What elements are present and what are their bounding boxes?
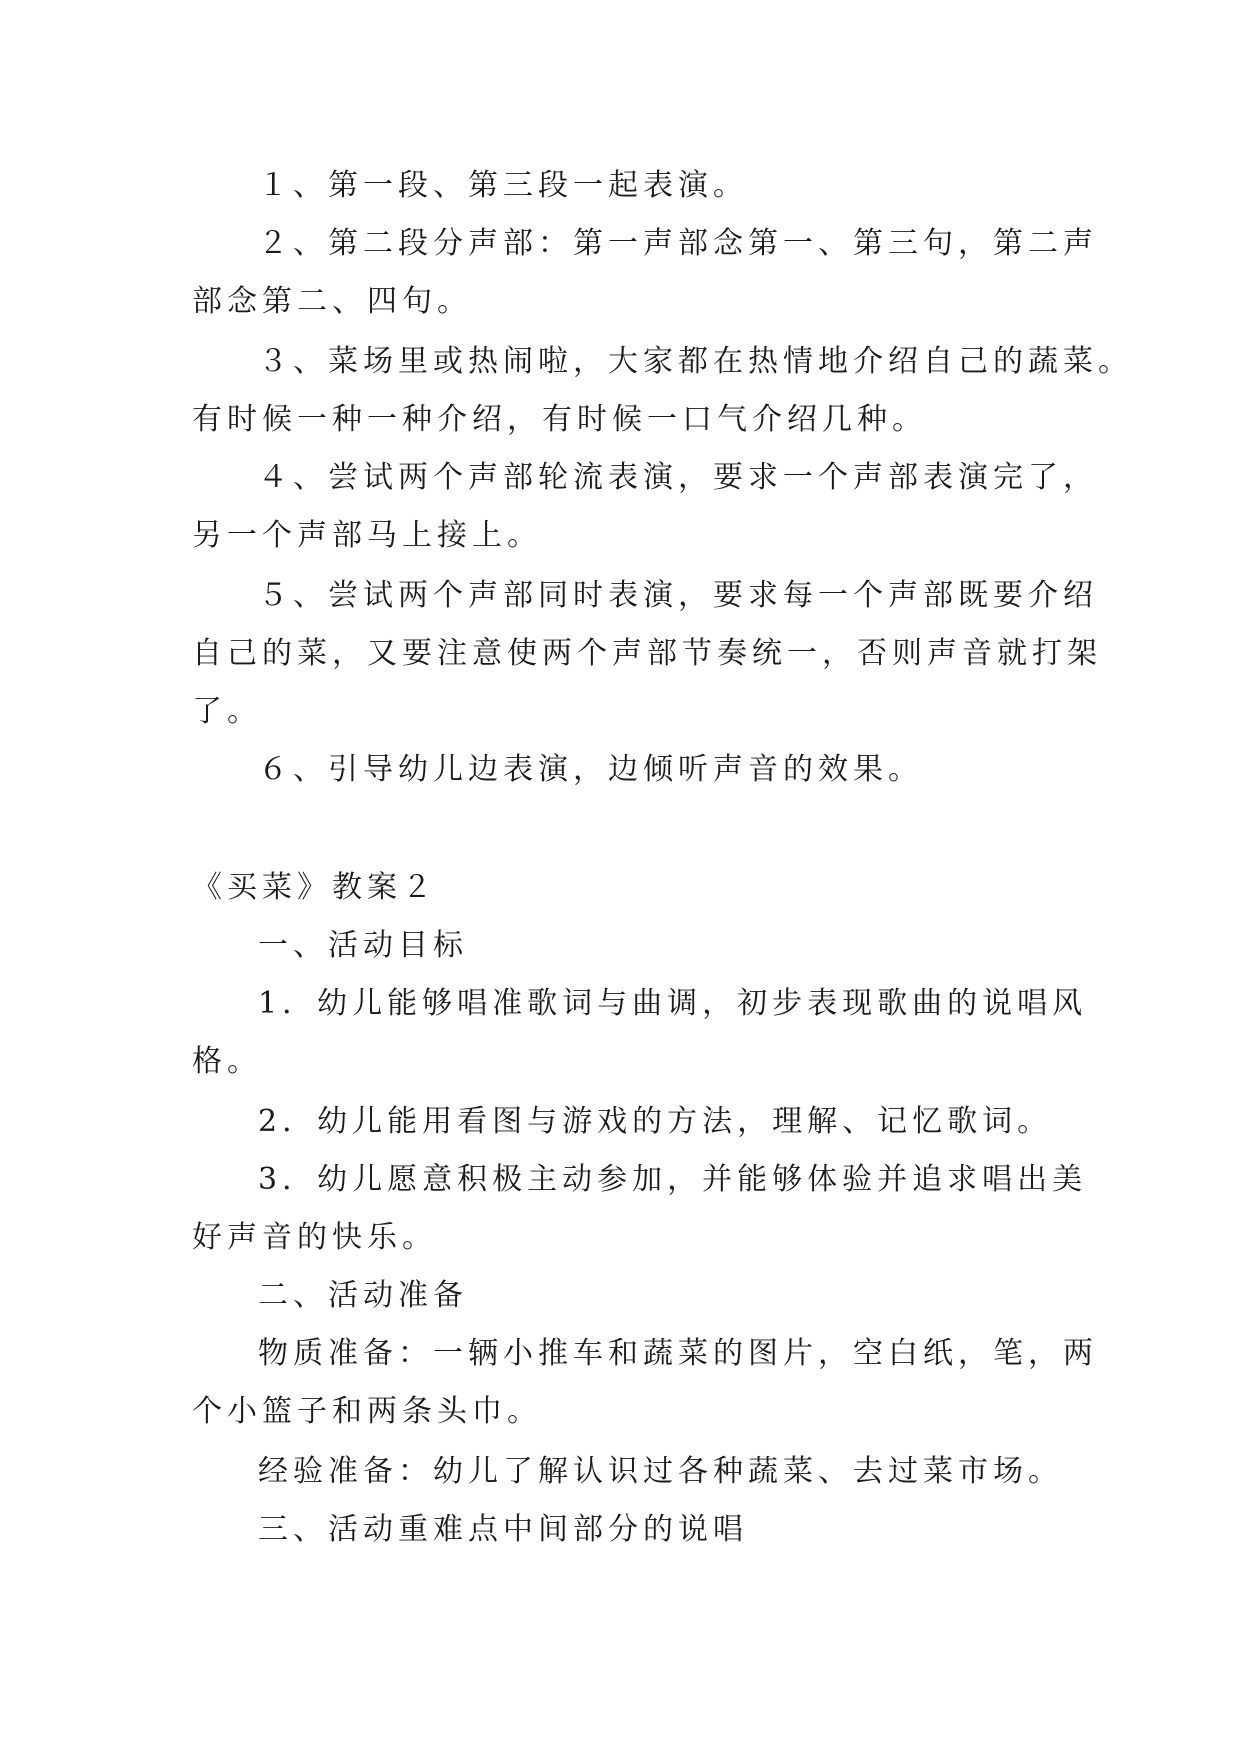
section-heading-key-points: 三、活动重难点中间部分的说唱 (258, 1512, 748, 1547)
section-heading-preparation: 二、活动准备 (258, 1278, 468, 1313)
goal-3-line-1: 3．幼儿愿意积极主动参加，并能够体验并追求唱出美 (258, 1162, 1088, 1197)
step-1: １、第一段、第三段一起表演。 (258, 168, 748, 203)
goal-1-line-1: 1．幼儿能够唱准歌词与曲调，初步表现歌曲的说唱风 (258, 986, 1088, 1021)
section-heading-goals: 一、活动目标 (258, 928, 468, 963)
lesson-title: 《买菜》教案２ (192, 870, 437, 905)
step-3-line-2: 有时候一种一种介绍，有时候一口气介绍几种。 (192, 402, 927, 437)
step-2-line-1: ２、第二段分声部：第一声部念第一、第三句，第二声 (258, 226, 1098, 261)
goal-2: 2．幼儿能用看图与游戏的方法，理解、记忆歌词。 (258, 1104, 1053, 1139)
step-2-line-2: 部念第二、四句。 (192, 284, 472, 319)
experience-prep: 经验准备：幼儿了解认识过各种蔬菜、去过菜市场。 (258, 1454, 1063, 1489)
material-prep-line-2: 个小篮子和两条头巾。 (192, 1394, 542, 1429)
material-prep-line-1: 物质准备：一辆小推车和蔬菜的图片，空白纸，笔，两 (258, 1336, 1098, 1371)
goal-1-line-2: 格。 (192, 1044, 262, 1079)
step-4-line-1: ４、尝试两个声部轮流表演，要求一个声部表演完了， (258, 460, 1098, 495)
step-6: ６、引导幼儿边表演，边倾听声音的效果。 (258, 752, 923, 787)
step-5-line-1: ５、尝试两个声部同时表演，要求每一个声部既要介绍 (258, 578, 1098, 613)
step-5-line-2: 自己的菜，又要注意使两个声部节奏统一，否则声音就打架 (192, 636, 1102, 671)
goal-3-line-2: 好声音的快乐。 (192, 1220, 437, 1255)
step-3-line-1: ３、菜场里或热闹啦，大家都在热情地介绍自己的蔬菜。 (258, 344, 1133, 379)
step-4-line-2: 另一个声部马上接上。 (192, 518, 542, 553)
step-5-line-3: 了。 (192, 694, 262, 729)
